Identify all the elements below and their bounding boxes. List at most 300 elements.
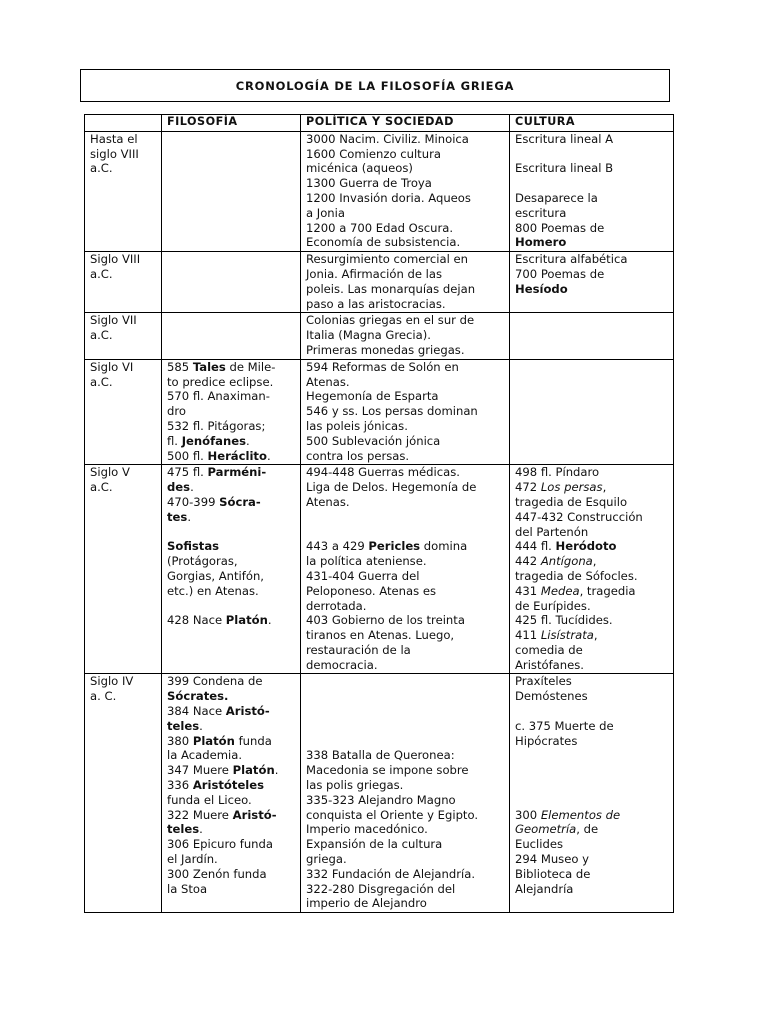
document-title [80,69,670,102]
politica-line [306,375,505,390]
politica-cell [301,131,510,251]
politica-line [306,778,505,793]
text-run: Aristó- [232,807,277,822]
politica-line [306,282,505,297]
text-run: 444 fl. [515,539,556,554]
period-row [85,674,674,913]
text-run: 585 [167,359,193,374]
cultura-line [515,132,669,147]
filosofia-line [167,404,296,419]
text-run: (Protágoras, [167,554,238,569]
period-cell [85,359,162,465]
filosofia-line [167,808,296,823]
text-run: 336 [167,778,193,793]
text-run: , [602,480,607,495]
text-run: 347 Muere [167,763,233,778]
cultura-line [515,235,669,250]
filosofia-line [167,525,296,540]
text-run: Imperio macedónico. [306,822,428,837]
politica-line [306,704,505,719]
period-row [85,313,674,359]
text-run: tragedia de Sófocles. [515,568,638,583]
period-label-line: Siglo VI [90,359,134,374]
text-run: Alejandría [515,881,574,896]
politica-line [306,465,505,480]
text-run: Praxíteles [515,674,572,689]
text-run: 494-448 Guerras médicas. [306,465,460,480]
text-run: , [592,554,597,569]
politica-line [306,628,505,643]
text-run: Aristóteles [192,778,265,793]
politica-line [306,161,505,176]
politica-line [306,719,505,734]
text-run: Hipócrates [515,733,578,748]
text-run: Escritura lineal B [515,161,614,176]
filosofia-line [167,599,296,614]
text-run: escritura [515,205,567,220]
period-cell [85,252,162,313]
text-run: 1300 Guerra de Troya [306,176,432,191]
cultura-line [515,689,669,704]
politica-line [306,419,505,434]
filosofia-line [167,613,296,628]
text-run: Geometría [515,822,577,837]
text-run: poleis. Las monarquías dejan [306,281,476,296]
text-run: . [187,509,191,524]
filosofia-cell [162,359,301,465]
text-run: las poleis jónicas. [306,418,408,433]
filosofia-line [167,734,296,749]
text-run: griega. [306,852,347,867]
politica-cell [301,359,510,465]
cultura-line [515,161,669,176]
politica-line [306,613,505,628]
cultura-line [515,147,669,162]
chronology-table [84,114,674,913]
politica-line [306,837,505,852]
text-run: c. 375 Muerte de [515,718,614,733]
text-run: contra los persas. [306,448,410,463]
text-run: el Jardín. [167,852,218,867]
cultura-line [515,658,669,673]
text-run: Colonias griegas en el sur de [306,313,475,328]
politica-line [306,343,505,358]
text-run: Resurgimiento comercial en [306,252,469,267]
cultura-line [515,465,669,480]
text-run: etc.) en Atenas. [167,583,259,598]
filosofia-line [167,480,296,495]
filosofia-line [167,852,296,867]
politica-line [306,449,505,464]
text-run: , [593,628,598,643]
politica-line [306,235,505,250]
filosofia-line [167,539,296,554]
filosofia-line [167,569,296,584]
text-run: . [199,822,203,837]
filosofia-line [167,793,296,808]
text-run: Expansión de la cultura [306,837,443,852]
text-run: . [274,763,279,778]
politica-line [306,434,505,449]
politica-line [306,882,505,897]
text-run: Economía de subsistencia. [306,235,461,250]
politica-line [306,689,505,704]
period-label-line: Siglo VIII [90,252,141,267]
text-run: 300 Zenón funda [167,866,267,881]
text-run: domina [420,539,468,554]
text-run: 500 Sublevación jónica [306,433,441,448]
text-run: 335-323 Alejandro Magno [306,792,456,807]
header-filosofia: FILOSOFÍA [162,115,301,132]
cultura-line [515,252,669,267]
text-run: 1200 Invasión doria. Aqueos [306,190,471,205]
text-run: Macedonia se impone sobre [306,763,469,778]
text-run: restauración de la [306,642,411,657]
period-label-line: a.C. [90,161,113,176]
text-run: 384 Nace [167,704,226,719]
politica-line [306,176,505,191]
text-run: Tales [192,359,226,374]
politica-line [306,822,505,837]
filosofia-line [167,375,296,390]
politica-cell [301,674,510,913]
text-run: las polis griegas. [306,778,404,793]
period-label-line: a.C. [90,328,113,343]
text-run: Jonia. Afirmación de las [306,266,443,281]
text-run: conquista el Oriente y Egipto. [306,807,479,822]
filosofia-line [167,389,296,404]
text-run: teles [167,718,200,733]
text-run: teles [167,822,200,837]
filosofia-line [167,449,296,464]
politica-line [306,313,505,328]
filosofia-line [167,434,296,449]
text-run: democracia. [306,657,378,672]
politica-line [306,495,505,510]
period-label-line: Siglo IV [90,674,134,689]
politica-line [306,599,505,614]
politica-line [306,525,505,540]
header-cultura: CULTURA [510,115,674,132]
text-run: Antígona [540,554,593,569]
header-period [85,115,162,132]
cultura-cell [510,674,674,913]
filosofia-line [167,882,296,897]
politica-line [306,658,505,673]
text-run: Atenas. [306,374,350,389]
text-run: 431-404 Guerra del [306,568,420,583]
filosofia-line [167,719,296,734]
filosofia-line [167,689,296,704]
text-run: Sofistas [167,539,220,554]
cultura-line [515,778,669,793]
text-run: tiranos en Atenas. Luego, [306,628,455,643]
text-run: del Partenón [515,524,589,539]
chronology-body [85,131,674,912]
politica-line [306,147,505,162]
text-run: Platón [232,763,275,778]
text-run: tes [167,509,188,524]
filosofia-line [167,465,296,480]
text-run: 428 Nace [167,613,226,628]
cultura-line [515,808,669,823]
politica-line [306,267,505,282]
cultura-line [515,882,669,897]
cultura-line [515,221,669,236]
cultura-line [515,822,669,837]
text-run: Platón [225,613,268,628]
text-run: , tragedia [579,583,636,598]
text-run: 1200 a 700 Edad Oscura. [306,220,454,235]
text-run: 399 Condena de [167,674,263,689]
header-politica: POLÍTICA Y SOCIEDAD [301,115,510,132]
cultura-cell [510,131,674,251]
text-run: Liga de Delos. Hegemonía de [306,480,477,495]
text-run: 322-280 Disgregación del [306,881,456,896]
cultura-line [515,867,669,882]
text-run: Heródoto [555,539,617,554]
cultura-line [515,643,669,658]
period-label-line: a.C. [90,374,113,389]
text-run: 447-432 Construcción [515,509,643,524]
filosofia-line [167,778,296,793]
text-run: Medea [540,583,580,598]
text-run: 425 fl. Tucídides. [515,613,613,628]
cultura-cell [510,465,674,674]
filosofia-cell [162,252,301,313]
text-run: Sócra- [219,494,261,509]
cultura-line [515,628,669,643]
cultura-line [515,704,669,719]
period-cell [85,465,162,674]
text-run: Lisístrata [540,628,594,643]
cultura-line [515,584,669,599]
text-run: , de [576,822,599,837]
filosofia-line [167,704,296,719]
cultura-line [515,793,669,808]
text-run: Jenófanes [181,433,246,448]
text-run: 532 fl. Pitágoras; [167,418,266,433]
period-cell [85,313,162,359]
text-run: Aristófanes. [515,657,584,672]
politica-line [306,480,505,495]
text-run: 443 a 429 [306,539,369,554]
filosofia-line [167,674,296,689]
text-run: Sócrates. [167,689,229,704]
text-run: Primeras monedas griegas. [306,342,465,357]
cultura-cell [510,252,674,313]
text-run: . [245,433,250,448]
text-run: 294 Museo y [515,852,589,867]
cultura-line [515,191,669,206]
cultura-line [515,554,669,569]
filosofia-line [167,419,296,434]
text-run: Homero [515,235,567,250]
period-label-line: a. C. [90,689,117,704]
politica-line [306,252,505,267]
text-run: imperio de Alejandro [306,896,427,911]
text-run: 411 [515,628,541,643]
cultura-line [515,719,669,734]
filosofia-cell [162,674,301,913]
text-run: Aristó- [225,704,270,719]
cultura-line [515,837,669,852]
politica-cell [301,252,510,313]
text-run: Platón [192,733,235,748]
filosofia-line [167,837,296,852]
text-run: derrotada. [306,598,367,613]
cultura-line [515,539,669,554]
politica-line [306,674,505,689]
period-row [85,359,674,465]
text-run: la política ateniense. [306,554,427,569]
period-cell [85,131,162,251]
politica-line [306,510,505,525]
text-run: . [267,613,272,628]
politica-line [306,896,505,911]
document-title-text: CRONOLOGÍA DE LA FILOSOFÍA GRIEGA [235,78,515,93]
period-label-line: Hasta el [90,131,138,146]
politica-line [306,404,505,419]
text-run: la Academia. [167,748,243,763]
header-row [85,115,674,132]
text-run: Escritura lineal A [515,131,614,146]
filosofia-line [167,554,296,569]
text-run: Elementos de [540,807,621,822]
text-run: 332 Fundación de Alejandría. [306,866,476,881]
politica-line [306,584,505,599]
politica-line [306,221,505,236]
text-run: micénica (aqueos) [306,161,413,176]
cultura-cell [510,359,674,465]
text-run: . [266,448,271,463]
politica-line [306,297,505,312]
cultura-line [515,852,669,867]
cultura-line [515,206,669,221]
text-run: 442 [515,554,541,569]
text-run: 594 Reformas de Solón en [306,359,459,374]
cultura-line [515,748,669,763]
text-run: 3000 Nacim. Civiliz. Minoica [306,131,469,146]
politica-line [306,360,505,375]
period-row [85,252,674,313]
text-run: Hegemonía de Esparta [306,389,439,404]
text-run: to predice eclipse. [167,374,274,389]
text-run: 338 Batalla de Queronea: [306,748,455,763]
text-run: 546 y ss. Los persas dominan [306,404,478,419]
politica-cell [301,465,510,674]
text-run: 470-399 [167,494,220,509]
politica-line [306,852,505,867]
text-run: de Mile- [225,359,276,374]
text-run: de Eurípides. [515,598,591,613]
politica-line [306,793,505,808]
text-run: . [190,480,194,495]
text-run: Biblioteca de [515,866,591,881]
text-run: Heráclito [207,448,267,463]
cultura-cell [510,313,674,359]
filosofia-line [167,763,296,778]
politica-line [306,734,505,749]
filosofia-line [167,510,296,525]
text-run: 300 [515,807,541,822]
text-run: Demóstenes [515,689,588,704]
text-run: 1600 Comienzo cultura [306,146,441,161]
text-run: Los persas [540,480,603,495]
period-label-line: Siglo V [90,465,130,480]
period-row [85,131,674,251]
text-run: . [199,718,203,733]
text-run: des [167,480,191,495]
cultura-line [515,495,669,510]
text-run: 306 Epicuro funda [167,837,273,852]
text-run: 800 Poemas de [515,220,605,235]
filosofia-line [167,495,296,510]
text-run: Hesíodo [515,281,568,296]
text-run: a Jonia [306,205,345,220]
text-run: Escritura alfabética [515,252,628,267]
text-run: la Stoa [167,881,208,896]
politica-line [306,643,505,658]
text-run: 500 fl. [167,448,208,463]
cultura-line [515,569,669,584]
period-label-line: a.C. [90,480,113,495]
period-label-line: Siglo VII [90,313,137,328]
politica-line [306,569,505,584]
period-cell [85,674,162,913]
cultura-line [515,267,669,282]
cultura-line [515,613,669,628]
text-run: tragedia de Esquilo [515,494,628,509]
cultura-line [515,734,669,749]
text-run: Atenas. [306,494,350,509]
text-run: Pericles [368,539,421,554]
text-run: dro [167,404,186,419]
cultura-line [515,282,669,297]
politica-line [306,132,505,147]
text-run: Italia (Magna Grecia). [306,328,431,343]
cultura-line [515,763,669,778]
politica-line [306,554,505,569]
text-run: 322 Muere [167,807,233,822]
politica-line [306,328,505,343]
politica-line [306,763,505,778]
filosofia-cell [162,465,301,674]
text-run: 380 [167,733,193,748]
politica-line [306,191,505,206]
politica-line [306,867,505,882]
filosofia-line [167,822,296,837]
text-run: funda [234,733,272,748]
text-run: Gorgias, Antifón, [167,568,264,583]
cultura-line [515,674,669,689]
text-run: paso a las aristocracias. [306,296,446,311]
politica-cell [301,313,510,359]
text-run: Parméni- [207,465,267,480]
text-run: 472 [515,480,541,495]
cultura-line [515,480,669,495]
text-run: 570 fl. Anaximan- [167,389,270,404]
period-row [85,465,674,674]
text-run: 498 fl. Píndaro [515,465,600,480]
politica-line [306,206,505,221]
text-run: Euclides [515,837,564,852]
text-run: comedia de [515,642,583,657]
cultura-line [515,525,669,540]
filosofia-line [167,867,296,882]
politica-line [306,389,505,404]
text-run: 431 [515,583,541,598]
